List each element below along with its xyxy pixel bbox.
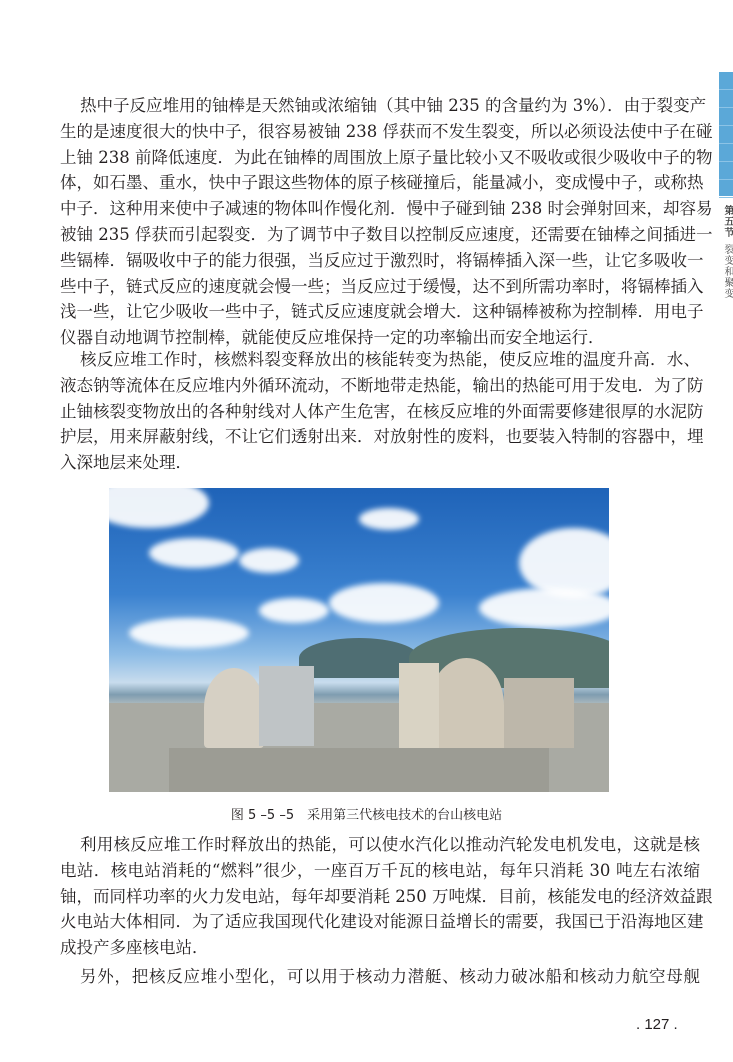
- chapter-tab-strip: [719, 72, 733, 196]
- figure-caption: 图 5 –5 –5 采用第三代核电技术的台山核电站: [230, 808, 503, 823]
- text-line: 核反应堆工作时，核燃料裂变释放出的核能转变为热能，使反应堆的温度升高．水、: [80, 350, 700, 369]
- text-line: 些镉棒．镉吸收中子的能力很强，当反应过于激烈时，将镉棒插入深一些，让它多吸收一: [60, 250, 704, 270]
- text-line: 体，如石墨、重水，快中子跟这些物体的原子核碰撞后，能量减小，变成慢中子，或称热: [60, 173, 704, 193]
- section-title: 裂变和聚变: [722, 244, 733, 299]
- text-line: 铀，而同样功率的火力发电站，每年却要消耗 250 万吨煤．目前，核能发电的经济效益跟: [60, 886, 713, 906]
- text-line: 上铀 238 前降低速度．为此在铀棒的周围放上原子量比较小又不吸收或很少吸收中子的物: [60, 147, 713, 167]
- text-line: 液态钠等流体在反应堆内外循环流动，不断地带走热能，输出的热能可用于发电．为了防: [60, 375, 704, 395]
- text-line: 成投产多座核电站．: [60, 938, 209, 958]
- section-number: 第五节: [722, 205, 733, 238]
- text-line: 火电站大体相同．为了适应我国现代化建设对能源日益增长的需要，我国已于沿海地区建: [60, 912, 704, 932]
- text-line: 些中子，链式反应的速度就会慢一些；当反应过于缓慢，达不到所需功率时，将镉棒插入: [60, 276, 704, 296]
- text-line: 电站．核电站消耗的“燃料”很少，一座百万千瓦的核电站，每年只消耗 30 吨左右浓缩: [60, 860, 700, 880]
- text-line: 止铀核裂变物放出的各种射线对人体产生危害，在核反应堆的外面需要修建很厚的水泥防: [60, 401, 704, 421]
- text-line: 中子．这种用来使中子减速的物体叫作慢化剂．慢中子碰到铀 238 时会弹射回来，却容易: [60, 199, 713, 219]
- text-line: 浅一些，让它少吸收一些中子，链式反应速度就会增大．这种镉棒被称为控制棒．用电子: [60, 302, 704, 322]
- text-line: 护层，用来屏蔽射线，不让它们透射出来．对放射性的废料，也要装入特制的容器中，埋: [60, 427, 704, 447]
- text-line: 另外，把核反应堆小型化，可以用于核动力潜艇、核动力破冰船和核动力航空母舰: [80, 967, 700, 986]
- text-line: 热中子反应堆用的铀棒是天然铀或浓缩铀（其中铀 235 的含量约为 3%）．由于裂变产: [80, 96, 707, 115]
- text-line: 入深地层来处理．: [60, 453, 192, 473]
- text-line: 仪器自动地调节控制棒，就能使反应堆保持一定的功率输出而安全地运行．: [60, 328, 605, 348]
- text-line: 被铀 235 俘获而引起裂变．为了调节中子数目以控制反应速度，还需要在铀棒之间插进一: [60, 225, 713, 244]
- page-number: . 127 .: [636, 1016, 678, 1033]
- nuclear-plant-photo: [109, 488, 609, 792]
- text-line: 利用核反应堆工作时释放出的热能，可以使水汽化以推动汽轮发电机发电，这就是核: [80, 835, 700, 854]
- text-line: 生的是速度很大的快中子，很容易被铀 238 俘获而不发生裂变，所以必须设法使中子在碰: [60, 121, 713, 141]
